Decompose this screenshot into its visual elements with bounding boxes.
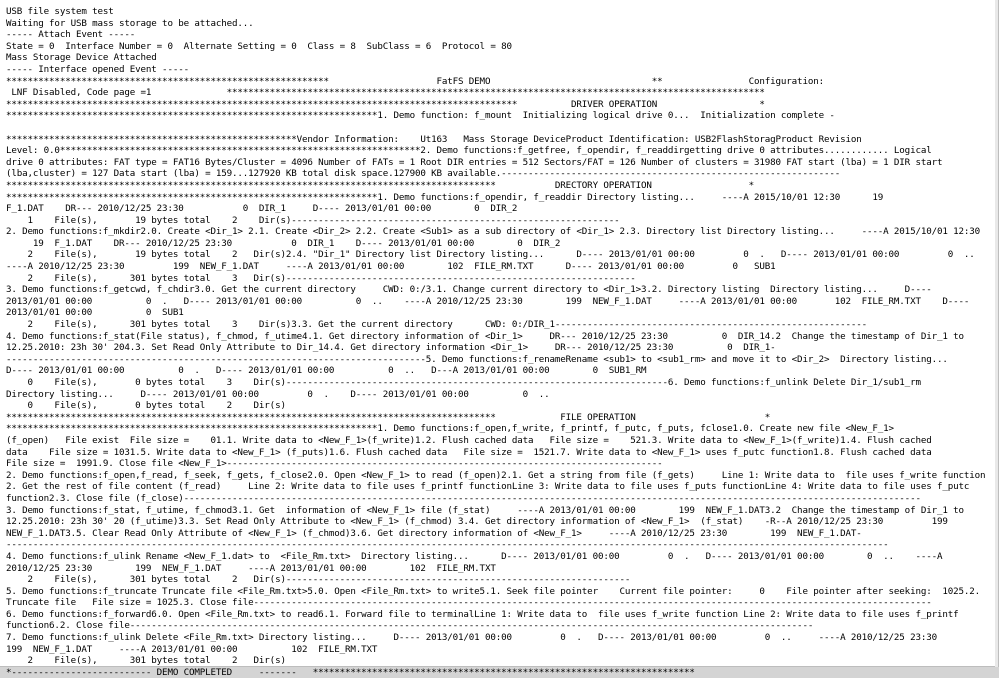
console-line: --------------------------------------------------------------------------------------------------------------------------------------------------------------------	[6, 539, 889, 551]
console-line: 0 File(s), 0 bytes total 2 Dir(s)	[6, 400, 286, 412]
console-line: State = 0 Interface Number = 0 Alternate Setting = 0 Class = 8 SubClass = 6 Protocol = 80	[6, 40, 512, 52]
console-line: 2. Get the rest of file content (f_read) Line 2: Write data to file uses f_printf functionLine 3: Write data to file uses f_puts functionLine 4: Write data to file uses f_putc	[6, 481, 970, 493]
console-line: USB file system test	[6, 6, 114, 17]
console-line: ******************************************************************************************* FILE OPERATION *	[6, 411, 771, 423]
console-line: 2. Demo functions:f_mkdir2.0. Create <Dir_1> 2.1. Create <Dir_2> 2.2. Create <Sub1> as a sub directory of <Dir_1> 2.3. Directory list Directory listing... ----A 2015/10/01 12:30	[6, 226, 981, 238]
console-line: D---- 2013/01/01 00:00 0 . D---- 2013/01/01 00:00 0 .. D---A 2013/01/01 00:00 0 SUB1_RM	[6, 365, 647, 377]
console-line: 199 NEW_F_1.DAT ----A 2013/01/01 00:00 102 FILE_RM.TXT	[6, 643, 378, 655]
console-line: *********************************************************************1. Demo function: f_mount Initializing logical drive 0... Initialization complete -	[6, 110, 835, 122]
console-line: 2 File(s), 301 bytes total 2 Dir(s)	[6, 655, 286, 667]
console-line: Level: 0.0*******************************************************************2. Demo functions:f_getfree, f_opendir, f_readdirgetting drive 0 attributes............ Logical	[6, 145, 932, 157]
console-line: 4. Demo functions:f_stat(File status), f_chmod, f_utime4.1. Get directory information of <Dir_1> DR--- 2010/12/25 23:30 0 DIR_14.2 Change the timestamp of Dir_1 to	[6, 330, 964, 342]
console-line: 2 File(s), 19 bytes total 2 Dir(s)2.4. "Dir_1" Directory list Directory listing... D---- 2013/01/01 00:00 0 . D---- 2013/01/01 00:00 0 ..	[6, 249, 975, 261]
console-line: ------------------------------------------------------------------------------5. Demo functions:f_renameRename <sub1> to <sub1_rm> and move it to <Dir_2> Directory listing...	[6, 353, 948, 365]
console-line: 19 F_1.DAT DR--- 2010/12/25 23:30 0 DIR_1 D---- 2013/01/01 00:00 0 DIR_2	[6, 237, 561, 249]
console-line: *-------------------------- DEMO COMPLETED ------- ***********************************************************************	[6, 666, 695, 678]
console-line: 1 File(s), 19 bytes total 2 Dir(s)-------------------------------------------------------------	[6, 214, 620, 226]
console-line: LNF Disabled, Code page =1 ****************************************************************************************************	[6, 87, 765, 99]
console-line: function6.2. Close file-------------------------------------------------------------------------------------------------------------------------------	[6, 620, 814, 632]
console-line: 0 File(s), 0 bytes total 3 Dir(s)-----------------------------------------------------------------------6. Demo functions:f_unlink Delete Dir_1/sub1_rm	[6, 377, 921, 388]
console-line: 3. Demo functions:f_stat, f_utime, f_chmod3.1. Get information of <New_F_1> file (f_stat) ----A 2013/01/01 00:00 199 NEW_F_1.DAT3.2 Change the timestamp of Dir_1 to	[6, 504, 964, 516]
console-line: *********************************************************************1. Demo functions:f_opendir, f_readdir Directory listing... ----A 2015/10/01 12:30 19	[6, 191, 884, 203]
console-line: drive 0 attributes: FAT type = FAT16 Bytes/Cluster = 4096 Number of FATs = 1 Root DIR entries = 512 Sectors/FAT = 126 Number of clusters = 31980 FAT start (lba) = 1 DIR start	[6, 156, 943, 168]
console-line: File size = 1991.9. Close file <New_F_1>---------------------------------------------------------------------------------	[6, 458, 663, 470]
console-output[interactable]	[6, 6, 986, 678]
console-line: F_1.DAT DR--- 2010/12/25 23:30 0 DIR_1 D---- 2013/01/01 00:00 0 DIR_2	[6, 203, 518, 215]
console-line: 2 File(s), 301 bytes total 2 Dir(s)----------------------------------------------------------------	[6, 574, 631, 586]
console-line: 3. Demo functions:f_getcwd, f_chdir3.0. Get the current directory CWD: 0:/3.1. Change current directory to <Dir_1>3.2. Directory listing Directory listing... D----	[6, 284, 932, 296]
console-line: ******************************************************************************************* DRECTORY OPERATION *	[6, 179, 755, 191]
console-line: 2013/01/01 00:00 0 . D---- 2013/01/01 00:00 0 .. ----A 2010/12/25 23:30 199 NEW_F_1.DAT ----A 2013/01/01 00:00 102 FILE_RM.TXT D----	[6, 295, 970, 307]
console-line: 12.25.2010: 23h 30' 20 (f_utime)3.3. Set Read Only Attribute to <New_F_1> (f_chmod) 3.4. Get directory information of <New_F_1> (f_stat) -R--A 2010/12/25 23:30 199	[6, 516, 948, 528]
console-line: 7. Demo functions:f_ulink Delete <File_Rm.txt> Directory listing... D---- 2013/01/01 00:00 0 . D---- 2013/01/01 00:00 0 .. ----A 2010/12/25 23:30	[6, 632, 937, 644]
console-line: 2010/12/25 23:30 199 NEW_F_1.DAT ----A 2013/01/01 00:00 102 FILE_RM.TXT	[6, 562, 496, 574]
console-line: 6. Demo functions:f_forward6.0. Open <File_Rm.txt> to read6.1. Forward file to terminalLine 1: Write data to file uses f_write function Line 2: Write data to file uses f_printf	[6, 608, 959, 620]
console-line: 2013/01/01 00:00 0 SUB1	[6, 307, 184, 319]
console-line: Mass Storage Device Attached	[6, 52, 157, 64]
console-line: ******************************************************Vendor Information: Ut163 Mass Storage DeviceProduct Identification: USB2FlashStoragProduct Revision	[6, 133, 862, 145]
console-line: *********************************************************************************************** DRIVER OPERATION *	[6, 98, 765, 110]
console-line: 2 File(s), 301 bytes total 3 Dir(s)3.3. Get the current directory CWD: 0:/DIR_1----------------------------------------------------------	[6, 319, 868, 331]
console-line: function2.3. Close file (f_close)-----------------------------------------------------------------------------------------------------------------------------------------	[6, 492, 921, 504]
console-line: Waiting for USB mass storage to be attached...	[6, 17, 254, 29]
console-line: (lba,cluster) = 127 Data start (lba) = 159...127920 KB total disk space.127900 KB available.---------------------------------------------------------------	[6, 168, 841, 180]
console-line: 5. Demo functions:f_truncate Truncate file <File_Rm.txt>5.0. Open <File_Rm.txt> to write5.1. Seek file pointer Current file pointer: 0 File pointer after seeking: 1025.2.	[6, 585, 981, 597]
console-line	[6, 122, 986, 134]
console-line: (f_open) File exist File size = 01.1. Write data to <New_F_1>(f_write)1.2. Flush cached data File size = 521.3. Write data to <New_F_1>(f_write)1.4. Flush cached	[6, 434, 932, 446]
console-line: 12.25.2010: 23h 30' 204.3. Set Read Only Attribute to Dir_14.4. Get directory information <Dir_1> DR--- 2010/12/25 23:30 0 DIR_1-	[6, 342, 776, 354]
console-line: ----- Interface opened Event -----	[6, 63, 189, 75]
console-line: 2 File(s), 301 bytes total 3 Dir(s)-----------------------------------------------------------------	[6, 272, 636, 284]
console-line: data File size = 1031.5. Write data to <New_F_1> (f_puts)1.6. Flush cached data File size = 1521.7. Write data to <New_F_1> uses f_putc function1.8. Flush cached data	[6, 446, 932, 458]
console-line: 2. Demo functions:f_open,f_read, f_seek, f_gets, f_close2.0. Open <New_F_1> to read (f_open)2.1. Get a string from file (f_gets) Line 1: Write data to file uses f_write function	[6, 469, 986, 481]
console-line: Truncate file File size = 1025.3. Close file------------------------------------------------------------------------------------------------------------------------------	[6, 597, 932, 609]
console-line: ----- Attach Event -----	[6, 29, 136, 41]
console-line: NEW_F_1.DAT3.5. Clear Read Only Attribute of <New_F_1> (f_chmod)3.6. Get directory information of <New_F_1> ----A 2010/12/25 23:30 199 NEW_F_1.DAT-	[6, 527, 862, 539]
console-line: ************************************************************ FatFS DEMO ** Configuration:	[6, 75, 824, 87]
console-line: 4. Demo functions:f_ulink Rename <New_F_1.dat> to <File_Rm.txt> Directory listing... D---- 2013/01/01 00:00 0 . D---- 2013/01/01 00:00 0 .. ----A	[6, 550, 943, 562]
console-line: Directory listing... D---- 2013/01/01 00:00 0 . D---- 2013/01/01 00:00 0 ..	[6, 388, 550, 400]
console-line: *********************************************************************1. Demo functions:f_open,f_write, f_printf, f_putc, f_puts, fclose1.0. Create new file <New_F_1>	[6, 423, 894, 435]
console-line: ----A 2010/12/25 23:30 199 NEW_F_1.DAT ----A 2013/01/01 00:00 102 FILE_RM.TXT D---- 2013/01/01 00:00 0 SUB1	[6, 261, 776, 273]
scrollbar-edge[interactable]	[995, 0, 998, 667]
